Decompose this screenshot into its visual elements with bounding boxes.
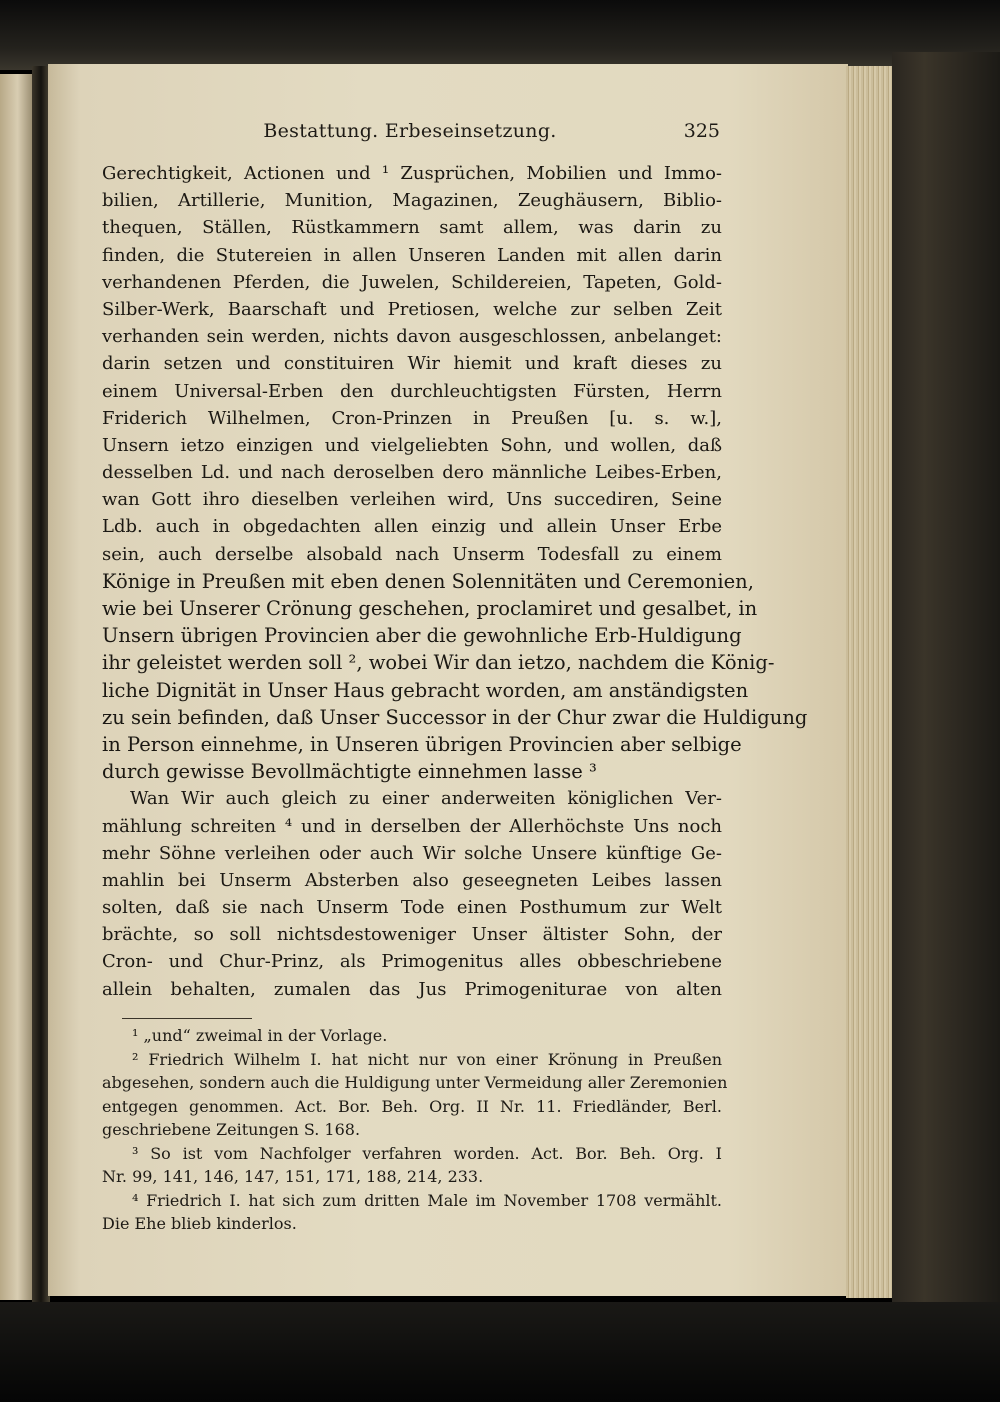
text-line: wan Gott ihro dieselben verleihen wird, Uns succediren, Seine: [102, 489, 722, 511]
book-board: [892, 52, 1000, 1308]
text-line: in Person einnehme, in Unseren übrigen Provincien aber selbige: [102, 732, 742, 756]
text-line: Friderich Wilhelmen, Cron-Prinzen in Preußen [u. s. w.],: [102, 407, 722, 429]
text-line: Unsern übrigen Provincien aber die gewohnliche Erb-Huldigung: [102, 624, 742, 648]
footnote-line: ³ So ist vom Nachfolger verfahren worden. Act. Bor. Beh. Org. I: [132, 1143, 722, 1163]
text-line: brächte, so soll nichtsdestoweniger Unser ältister Sohn, der: [102, 924, 722, 946]
text-line: Cron- und Chur-Prinz, als Primogenitus alles obbeschriebene: [102, 951, 722, 973]
text-line: einem Universal-Erben den durchleuchtigsten Fürsten, Herrn: [102, 380, 722, 402]
text-line: thequen, Ställen, Rüstkammern samt allem, was darin zu: [102, 217, 722, 239]
text-line: mählung schreiten ⁴ und in derselben der Allerhöchste Uns noch: [102, 815, 722, 837]
text-line: verhandenen Pferden, die Juwelen, Schildereien, Tapeten, Gold-: [102, 271, 722, 293]
text-line: mehr Söhne verleihen oder auch Wir solche Unsere künftige Ge-: [102, 842, 722, 864]
text-line: desselben Ld. und nach deroselben dero männliche Leibes-Erben,: [102, 462, 722, 484]
book-cover-top: [0, 0, 1000, 70]
text-line: Gerechtigkeit, Actionen und ¹ Zusprüchen, Mobilien und Immo-: [102, 163, 722, 184]
text-line: allein behalten, zumalen das Jus Primogeniturae von alten: [102, 978, 722, 1000]
footnote-line: geschriebene Zeitungen S. 168.: [102, 1120, 361, 1139]
text-line: liche Dignität in Unser Haus gebracht worden, am anständigsten: [102, 678, 749, 702]
page-stack-edge: [846, 66, 894, 1298]
footnotes: [102, 1024, 728, 1236]
text-line: zu sein befinden, daß Unser Successor in der Chur zwar die Huldigung: [102, 705, 808, 729]
footnote-line: entgegen genommen. Act. Bor. Beh. Org. II Nr. 11. Friedländer, Berl.: [102, 1096, 722, 1116]
text-line: verhanden sein werden, nichts davon ausgeschlossen, anbelanget:: [102, 326, 722, 348]
footnote-line: Nr. 99, 141, 146, 147, 151, 171, 188, 214, 233.: [102, 1167, 484, 1186]
text-line: sein, auch derselbe alsobald nach Unserm Todesfall zu einem: [102, 543, 722, 565]
footnote-line: ¹ „und“ zweimal in der Vorlage.: [132, 1026, 388, 1045]
body-text: [102, 160, 808, 1003]
footnote-line: ² Friedrich Wilhelm I. hat nicht nur von einer Krönung in Preußen: [132, 1049, 722, 1069]
text-line: finden, die Stutereien in allen Unseren Landen mit allen darin: [102, 244, 722, 266]
footnote-divider: [122, 1018, 252, 1019]
page-header: [100, 120, 720, 150]
text-line: wie bei Unserer Crönung geschehen, proclamiret und gesalbet, in: [102, 597, 758, 620]
book-cover-bottom: [0, 1302, 1000, 1402]
text-line: ihr geleistet werden soll ², wobei Wir dan ietzo, nachdem die König-: [102, 651, 775, 675]
text-line: Wan Wir auch gleich zu einer anderweiten königlichen Ver-: [130, 788, 722, 810]
footnote-line: abgesehen, sondern auch die Huldigung unter Vermeidung aller Zeremonien: [102, 1073, 728, 1092]
page-number: 325: [683, 120, 720, 142]
text-line: Unsern ietzo einzigen und vielgeliebten Sohn, und wollen, daß: [102, 434, 722, 456]
left-page-edge: [0, 74, 32, 1300]
footnote-line: ⁴ Friedrich I. hat sich zum dritten Male im November 1708 vermählt.: [132, 1190, 722, 1210]
text-line: bilien, Artillerie, Munition, Magazinen, Zeughäusern, Biblio-: [102, 190, 722, 212]
footnote-line: Die Ehe blieb kinderlos.: [102, 1214, 297, 1233]
text-line: darin setzen und constituiren Wir hiemit und kraft dieses zu: [102, 353, 722, 375]
text-line: durch gewisse Bevollmächtigte einnehmen lasse ³: [102, 760, 597, 784]
running-head: Bestattung. Erbeseinsetzung.: [263, 120, 557, 142]
text-line: Ldb. auch in obgedachten allen einzig und allein Unser Erbe: [102, 516, 722, 538]
text-line: solten, daß sie nach Unserm Tode einen Posthumum zur Welt: [102, 897, 722, 919]
text-line: mahlin bei Unserm Absterben also geseegneten Leibes lassen: [102, 869, 722, 891]
text-line: Silber-Werk, Baarschaft und Pretiosen, welche zur selben Zeit: [102, 298, 722, 320]
text-line: Könige in Preußen mit eben denen Solennitäten und Ceremonien,: [102, 569, 754, 593]
